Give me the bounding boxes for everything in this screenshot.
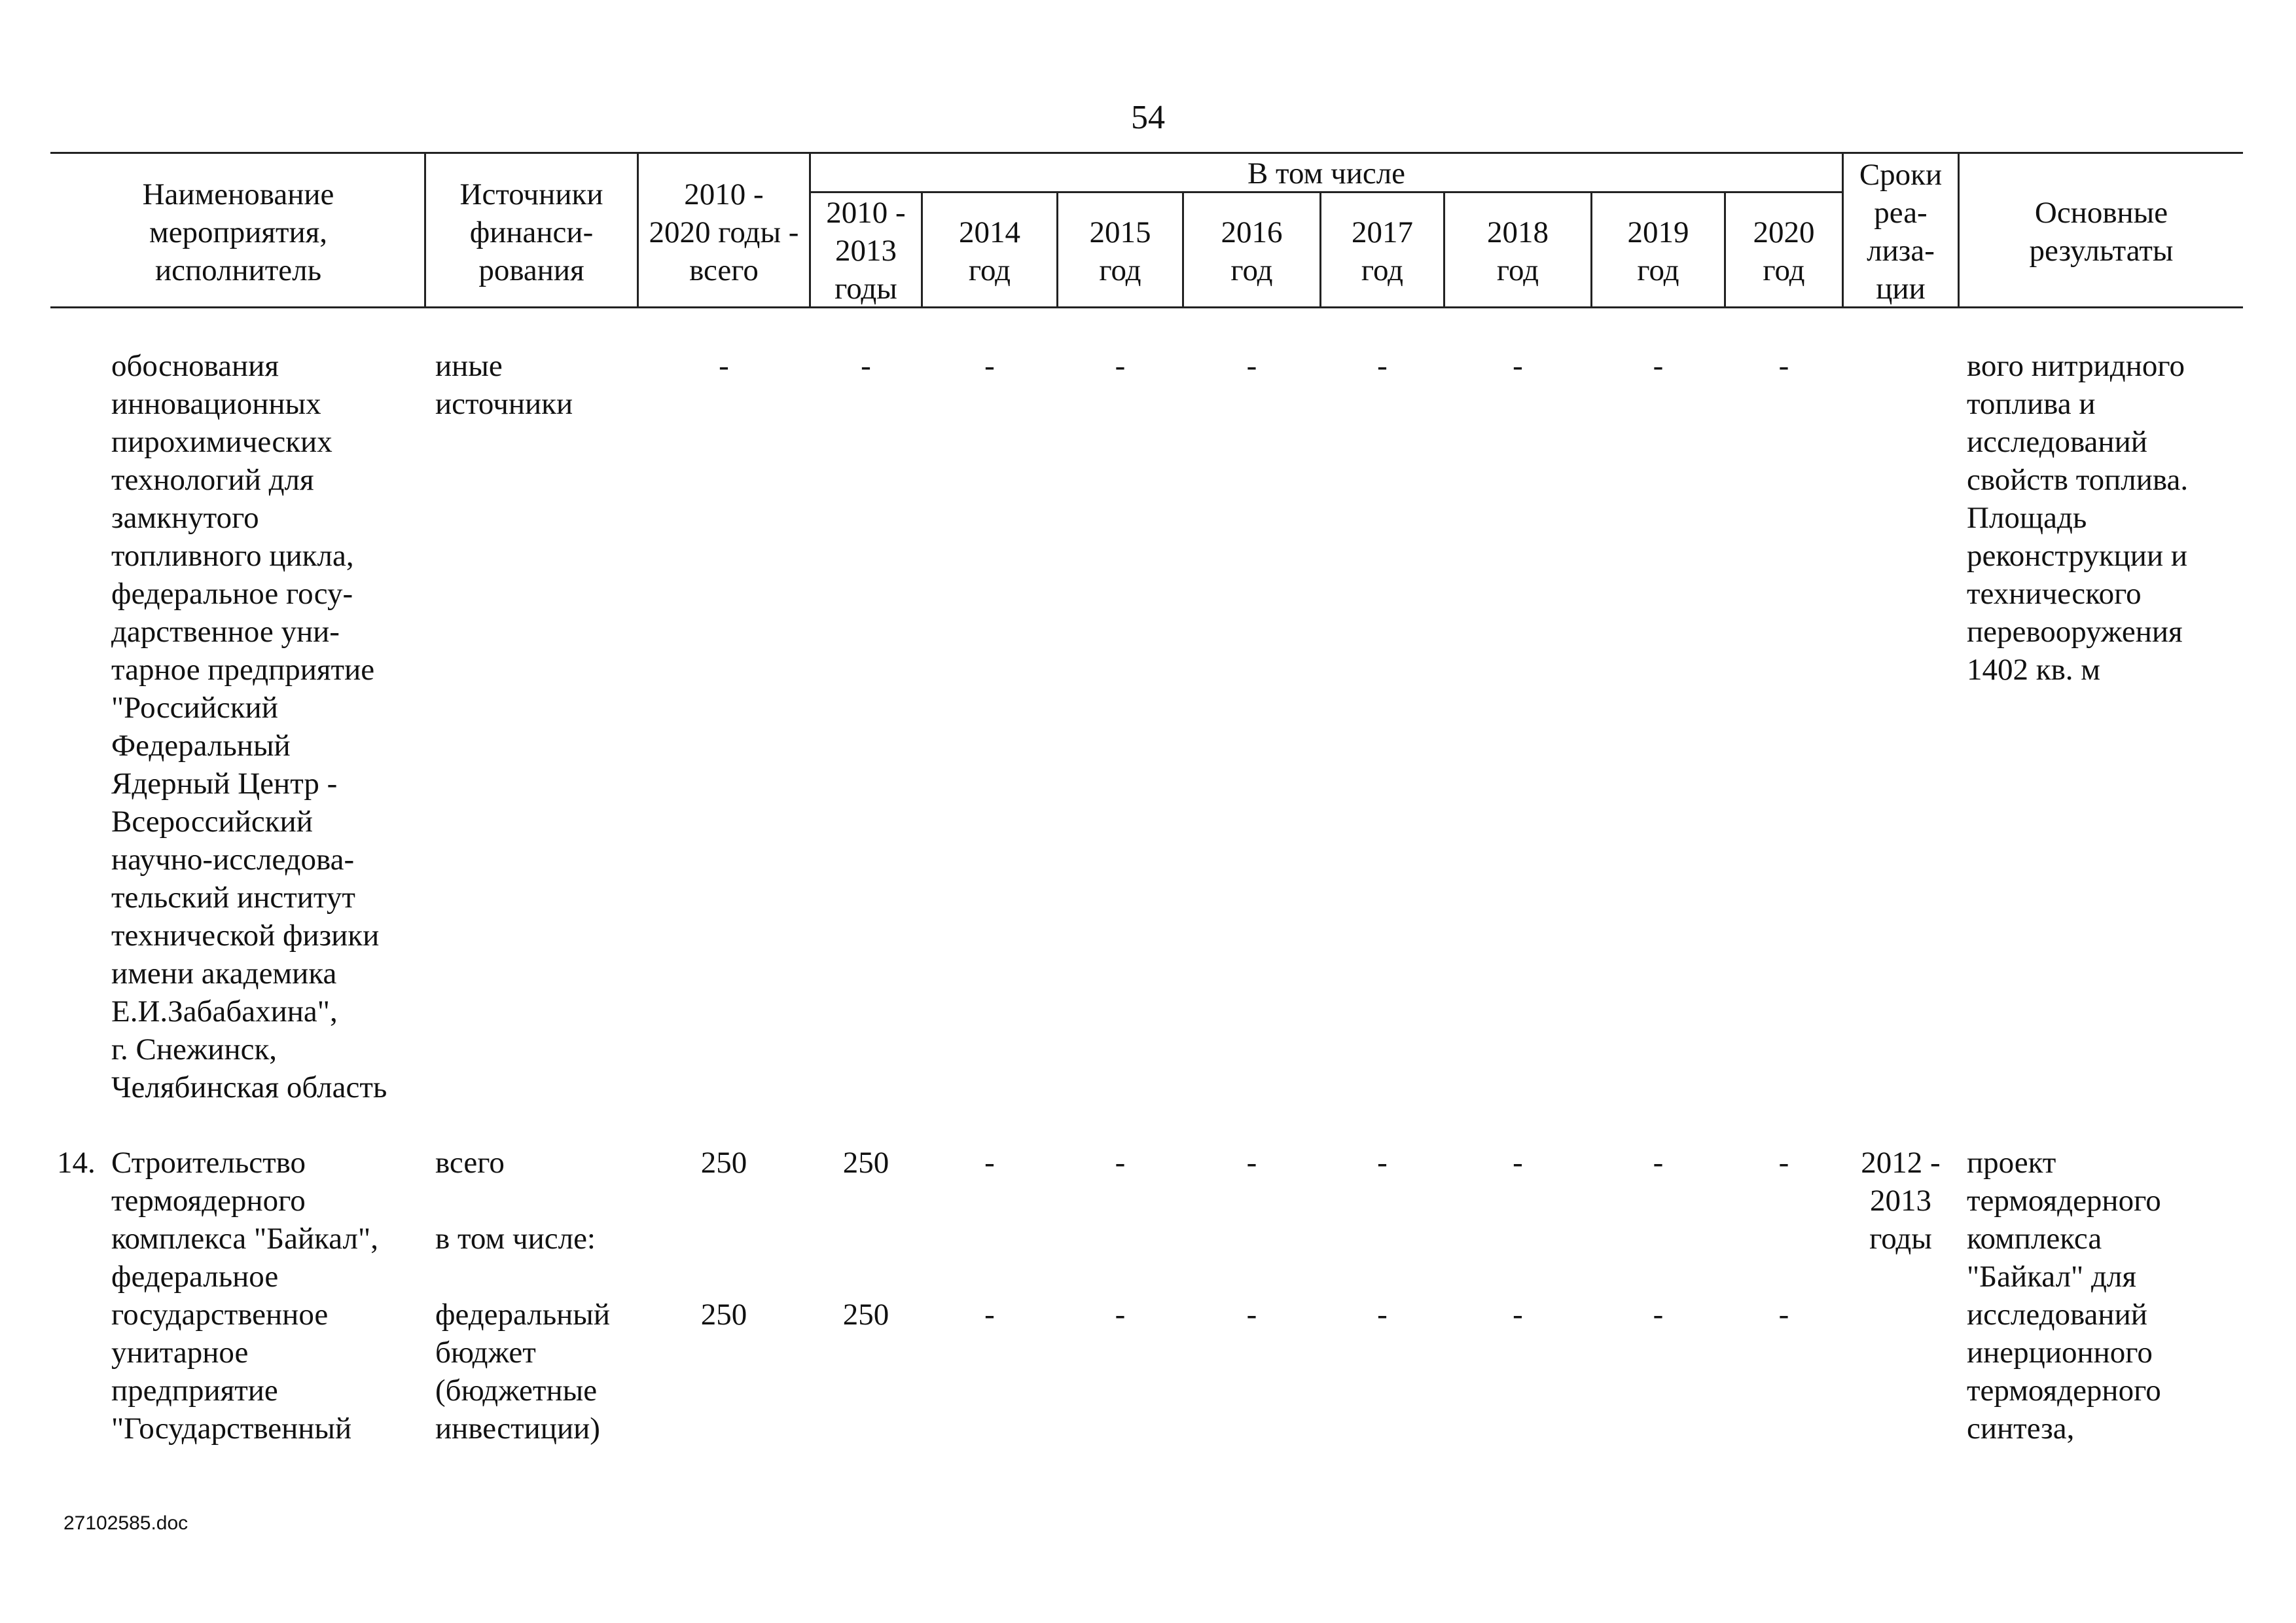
table-top-rule	[50, 152, 2243, 154]
row-a-value-total: -	[719, 349, 729, 383]
row-14-name: Строительство термоядерного комплекса "Байкал", федеральное государственное унитарное предприятие "Государственный	[111, 1146, 378, 1446]
row-14-federal-total: 250	[700, 1298, 747, 1332]
document-footer: 27102585.doc	[63, 1512, 188, 1534]
header-2016: 2016 год	[1221, 215, 1283, 287]
header-2019: 2019 год	[1627, 215, 1689, 287]
row-a-name: обоснования инновационных пирохимических технологий для замкнутого топливного цикла, федеральное госу- дарственное уни- тарное предприятие "Российский Федеральный Ядерный Центр - Всероссийский научно-исследова- тельский институт технической физики имени академика Е.И.Забабахина", г. Снежинск, Челябинская область	[111, 349, 387, 1104]
header-total: 2010 - 2020 годы - всего	[649, 177, 799, 287]
row-a-value-2015: -	[1115, 349, 1126, 383]
header-2017: 2017 год	[1352, 215, 1413, 287]
row-14-results: проект термоядерного комплекса "Байкал" для исследований инерционного термоядерного синтеза,	[1967, 1146, 2161, 1446]
header-2015: 2015 год	[1089, 215, 1151, 287]
row-14-source-federal: федеральный бюджет (бюджетные инвестиции)	[435, 1298, 611, 1446]
row-14-number: 14.	[57, 1146, 96, 1180]
header-terms: Сроки реа- лиза- ции	[1859, 158, 1943, 306]
row-14-total-value: 250	[700, 1146, 747, 1180]
header-2020: 2020 год	[1753, 215, 1815, 287]
row-14-total-2020: -	[1778, 1146, 1789, 1180]
row-a-value-2018: -	[1513, 349, 1523, 383]
header-2010-2013: 2010 - 2013 годы	[826, 196, 906, 306]
header-2018: 2018 год	[1487, 215, 1549, 287]
row-14-total-2014: -	[984, 1146, 995, 1180]
row-a-source: иные источники	[435, 349, 573, 421]
header-results: Основные результаты	[2029, 196, 2174, 268]
row-14-federal-2020: -	[1778, 1298, 1789, 1332]
row-a-value-2019: -	[1653, 349, 1664, 383]
row-14-source-including: в том числе:	[435, 1222, 596, 1256]
header-including: В том числе	[1247, 156, 1406, 191]
header-2014: 2014 год	[959, 215, 1020, 287]
row-14-terms: 2012 - 2013 годы	[1861, 1146, 1941, 1256]
row-a-value-2014: -	[984, 349, 995, 383]
row-14-federal-2016: -	[1246, 1298, 1257, 1332]
page-number: 54	[1131, 99, 1165, 136]
row-14-total-2017: -	[1377, 1146, 1388, 1180]
header-source: Источники финанси- рования	[459, 177, 603, 287]
row-14-federal-2019: -	[1653, 1298, 1664, 1332]
row-14-total-2019: -	[1653, 1146, 1664, 1180]
header-name: Наименование мероприятия, исполнитель	[142, 177, 334, 287]
row-14-total-2010-2013: 250	[842, 1146, 889, 1180]
row-14-federal-2015: -	[1115, 1298, 1126, 1332]
row-a-results: вого нитридного топлива и исследований свойств топлива. Площадь реконструкции и технического перевооружения 1402 кв. м	[1967, 349, 2189, 687]
row-a-value-2017: -	[1377, 349, 1388, 383]
row-14-federal-2014: -	[984, 1298, 995, 1332]
row-14-federal-2018: -	[1513, 1298, 1523, 1332]
row-14-total-2018: -	[1513, 1146, 1523, 1180]
row-a-value-2016: -	[1246, 349, 1257, 383]
row-a-value-2010-2013: -	[861, 349, 871, 383]
row-14-federal-2017: -	[1377, 1298, 1388, 1332]
row-14-source-total: всего	[435, 1146, 505, 1180]
row-14-total-2016: -	[1246, 1146, 1257, 1180]
row-a-value-2020: -	[1778, 349, 1789, 383]
row-14-federal-2010-2013: 250	[842, 1298, 889, 1332]
row-14-total-2015: -	[1115, 1146, 1126, 1180]
